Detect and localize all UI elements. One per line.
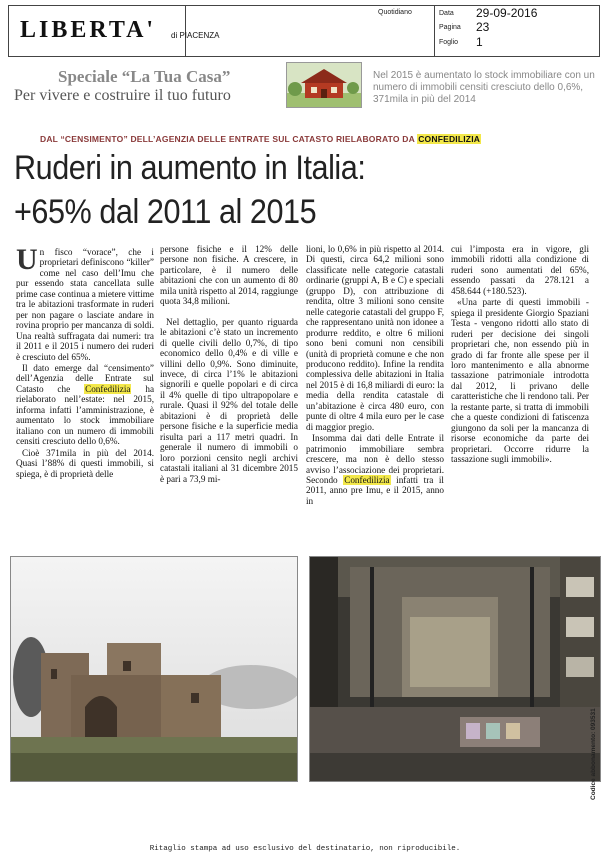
col1-paragraph-1: n fisco “vorace”, che i proprietari definiscono “killer” come nel caso dell’Imu che pur essendo stata cancellata sulle prime case continua a mietere vittime tra le abitazioni trasformate in ruderi per non pagare o lasciate andare in rovina proprio per mancanza di soldi. Una realtà suffragata dai numeri: tra il 2011 e il 2015 i numero dei ruderi è cresciuto del 65%. xyxy=(16,247,155,362)
title-line-2: +65% dal 2011 al 2015 xyxy=(14,193,317,231)
col1-paragraph-2-end: ha rielaborato nell’estate: nel 2015, informa infatti l’amministrazione, è aumentato lo stock immobiliare italiano con un numero di immobili censiti cresciuto dello 0,6%. xyxy=(16,383,155,447)
kicker-text: DAL “CENSIMENTO” DELL’AGENZIA DELLE ENTRATE SUL CATASTO RIELABORATO DA xyxy=(40,134,415,144)
article-column-2 xyxy=(160,244,298,484)
kicker-highlight: CONFEDILIZIA xyxy=(418,134,481,144)
banner-text: Nel 2015 è aumentato lo stock immobiliare con un numero di immobili censiti cresciuto dello 0,6%, 371mila in più del 2014 xyxy=(373,70,595,105)
article-column-3 xyxy=(306,244,444,506)
masthead-divider xyxy=(434,6,435,56)
newspaper-logo: LIBERTA' xyxy=(20,17,157,43)
confedilizia-highlight: Confedilizia xyxy=(85,383,131,394)
col3-paragraph-1: lioni, lo 0,6% in più rispetto al 2014. Di questi, circa 64,2 milioni sono classificate nelle categorie catastali ordinarie (gruppi A, B e C) e speciali (gruppo D), con attribuzione di rendita, oltre 3 milioni sono censite nelle categorie catastali del gruppo F, che rappresentano unità non idonee a produrre reddito, e oltre 6 milioni sono beni comuni non censibili (unità di proprietà comune e che non producono reddito). Infine la rendita complessiva delle abitazioni in Italia nel 2015 è di 16,8 miliardi di euro: la media della rendita catastale di un’abitazione è circa 480 euro, con punte di oltre 4 mila euro per le case di maggior pregio. xyxy=(306,244,444,432)
col1-paragraph-2-start: Il dato emerge dal “censimento” dell’Agenzia delle Entrate sul Catasto che xyxy=(16,362,154,394)
article-column-4 xyxy=(451,244,589,465)
col4-paragraph-1: cui l’imposta era in vigore, gli immobili ridotti alla condizione di ruderi sono aumentati del 65%, essendo passati da 278.121 a 458.644 (+180.523). xyxy=(451,244,589,296)
col3-paragraph-2-end: infatti tra il 2011, anno pre Imu, e il 2015, anno in xyxy=(306,474,444,506)
col2-paragraph-1: persone fisiche e il 12% delle persone non fisiche. A crescere, in particolare, è il numero delle abitazioni che con un aumento di 80 mila unità rispetto al 2014, raggiunge quota 34,8 milioni. xyxy=(160,244,298,307)
frequency-label: Quotidiano xyxy=(378,9,412,16)
house-illustration xyxy=(286,62,362,108)
special-subtitle: Per vivere e costruire il tuo futuro xyxy=(14,87,231,104)
col1-paragraph-3: Cioè 371mila in più del 2014. Quasi l’88% di questi immobili, si spiega, è di proprietà delle xyxy=(16,447,154,479)
article-title xyxy=(14,146,518,234)
article-column-1 xyxy=(16,243,155,479)
date-value: 29-09-2016 xyxy=(476,6,538,20)
ruins-photo-right xyxy=(309,556,601,782)
sheet-value: 1 xyxy=(476,35,483,49)
ruins-photo-left xyxy=(10,556,298,782)
subscription-code: Codice abbonamento: 093531 xyxy=(590,708,597,800)
special-title: Speciale “La Tua Casa” xyxy=(58,67,231,86)
footer-notice: Ritaglio stampa ad uso esclusivo del destinatario, non riproducibile. xyxy=(149,845,461,853)
date-label: Data xyxy=(439,10,454,17)
title-line-1: Ruderi in aumento in Italia: xyxy=(14,149,366,187)
newspaper-logo-sub: di PIACENZA xyxy=(171,31,220,40)
dropcap: U xyxy=(16,243,38,276)
confedilizia-highlight: Confedilizia xyxy=(344,474,390,485)
col4-paragraph-2: «Una parte di questi immobili - spiega il presidente Giorgio Spaziani Testa - vengono ridotti allo stato di ruderi per decisione dei singoli proprietari che, non essendo più in grado di far fronte alle spese per il loro mantenimento e alla abnorme tassazione patrimoniale introdotta dal 2012, li privano delle caratteristiche che li rendono tali. Per la restante parte, si tratta di immobili che a queste condizioni di fatiscenza giungono da soli per la mancanza di risorse economiche da parte dei proprietari. Occorre ridurre la tassazione sugli immobili». xyxy=(451,297,589,465)
sheet-label: Foglio xyxy=(439,39,459,46)
page-label: Pagina xyxy=(439,24,461,31)
col3-paragraph-2-start: Insomma dai dati delle Entrate il patrimonio immobiliare sembra crescere, ma non è dello stesso avviso l’associazione dei proprietari. Secondo xyxy=(306,433,444,485)
page-value: 23 xyxy=(476,20,490,34)
col2-paragraph-2: Nel dettaglio, per quanto riguarda le abitazioni c’è stato un incremento di quelle civili dello 0,7%, di tipo economico dello 0,4% e di ville e villini dello 0,9%. Sono diminuite, invece, di circa l’1% le abitazioni signorili e quelle popolari e di circa il 4% quelle di tipo ultrapopolare e rurale. Quasi il 92% del totale delle abitazioni è di proprietà delle persone fisiche e la superficie media risulta pari a 117 metri quadri. In generale il numero di immobili o loro porzioni censito negli archivi catastali italiani al 31 dicembre 2015 è pari a 73,9 mi- xyxy=(160,316,298,484)
article-kicker xyxy=(40,134,481,144)
